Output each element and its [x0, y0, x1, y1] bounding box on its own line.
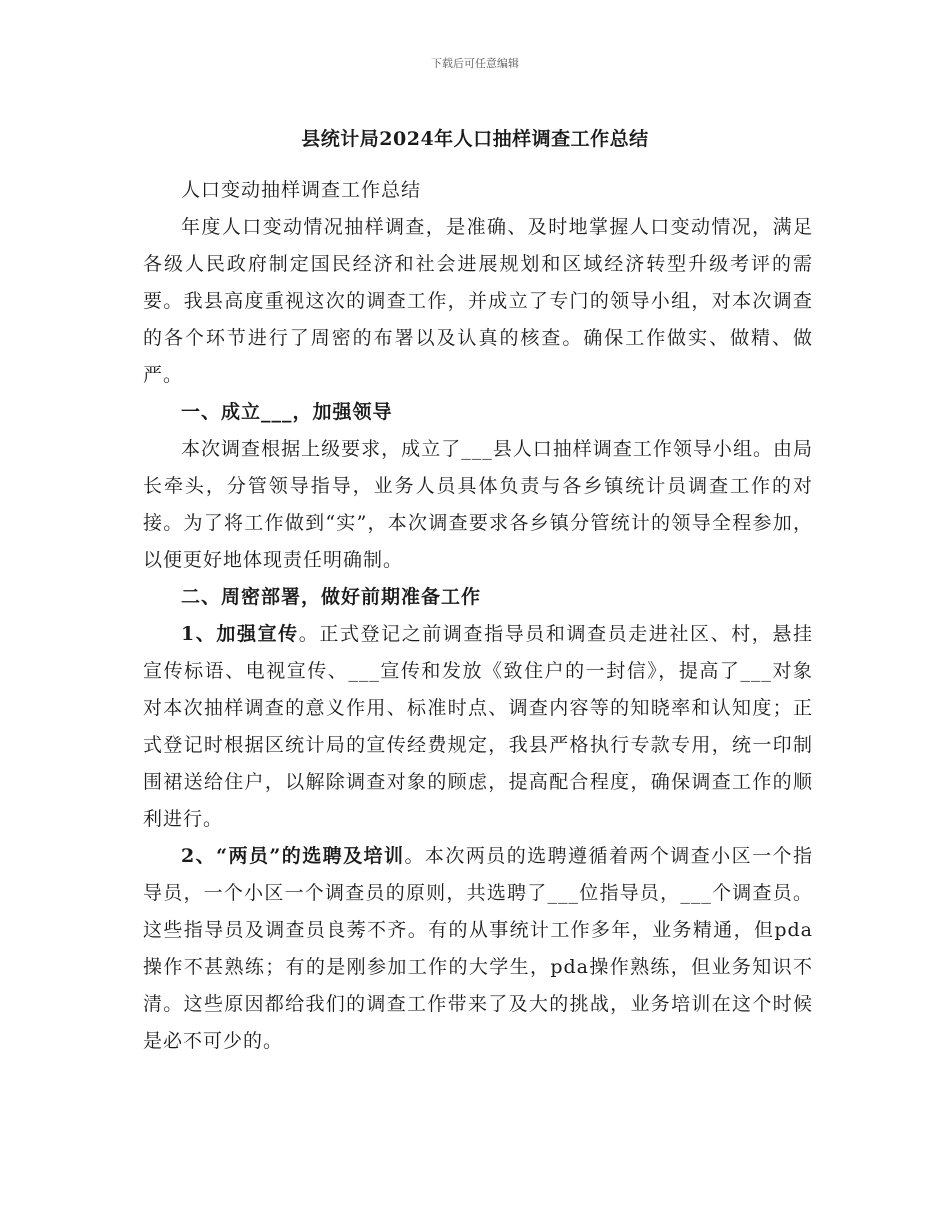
- section2-item2-lead: 2、“两员”的选聘及培训: [181, 845, 405, 867]
- intro-paragraph: 年度人口变动情况抽样调查，是准确、及时地掌握人口变动情况，满足各级人民政府制定国民经济和社会进展规划和区域经济转型升级考评的需要。我县高度重视这次的调查工作，并成立了专门的领导小组，对本次调查的各个环节进行了周密的布署以及认真的核查。确保工作做实、做精、做严。: [143, 216, 813, 386]
- section2-heading: 二、周密部署，做好前期准备工作: [181, 586, 482, 608]
- document-body: [143, 172, 813, 1060]
- document-subtitle: 人口变动抽样调查工作总结: [181, 179, 422, 201]
- document-title: 县统计局2024年人口抽样调查工作总结: [301, 128, 649, 150]
- section2-item1-body: 。正式登记之前调查指导员和调查员走进社区、村，悬挂宣传标语、电视宣传、___宣传和发放《致住户的一封信》，提高了___对象对本次抽样调查的意义作用、标准时点、调查内容等的知晓率和认知度；正式登记时根据区统计局的宣传经费规定，我县严格执行专款专用，统一印制围裙送给住户，以解除调查对象的顾虑，提高配合程度，确保调查工作的顺利进行。: [143, 623, 813, 830]
- section2-item2-paragraph: [143, 838, 813, 1060]
- page-header-note: 下载后可任意编辑: [431, 57, 519, 70]
- section2-item2-body: 。本次两员的选聘遵循着两个调查小区一个指导员，一个小区一个调查员的原则，共选聘了___位指导员，___个调查员。这些指导员及调查员良莠不齐。有的从事统计工作多年，业务精通，但pda操作不甚熟练；有的是刚参加工作的大学生，pda操作熟练，但业务知识不清。这些原因都给我们的调查工作带来了及大的挑战，业务培训在这个时候是必不可少的。: [143, 845, 813, 1052]
- section2-item1-lead: 1、加强宣传: [181, 623, 299, 645]
- section1-heading: 一、成立___，加强领导: [181, 401, 393, 423]
- section2-item1-paragraph: [143, 616, 813, 838]
- section1-paragraph: 本次调查根据上级要求，成立了___县人口抽样调查工作领导小组。由局长牵头，分管领导指导，业务人员具体负责与各乡镇统计员调查工作的对接。为了将工作做到“实”，本次调查要求各乡镇分管统计的领导全程参加，以便更好地体现责任明确制。: [143, 438, 813, 571]
